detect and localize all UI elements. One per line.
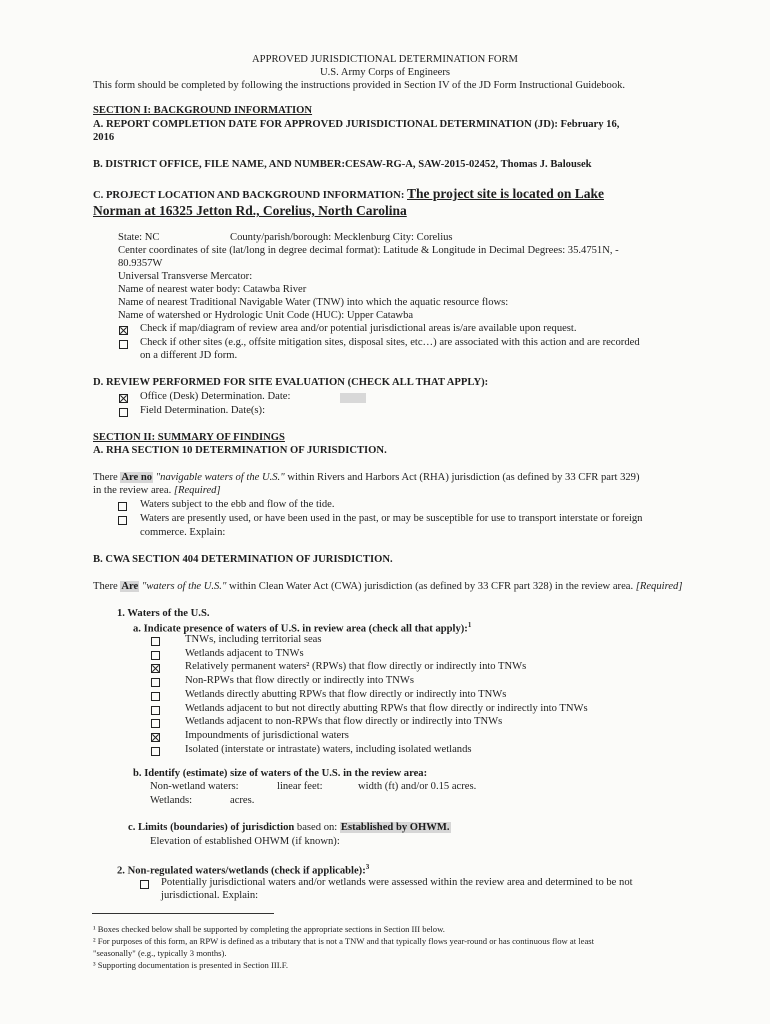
- form-title: APPROVED JURISDICTIONAL DETERMINATION FORM: [252, 54, 518, 65]
- cwa-heading: B. CWA SECTION 404 DETERMINATION OF JURISDICTION.: [93, 554, 393, 565]
- map-checkbox[interactable]: [119, 326, 128, 335]
- nonwetland-label: Non-wetland waters:: [150, 781, 239, 792]
- other-sites-label: Check if other sites (e.g., offsite mitigation sites, disposal sites, etc…) are associated with this action and are recorded: [140, 337, 640, 348]
- cwa-are-select[interactable]: Are: [121, 581, 139, 592]
- waters-checkbox[interactable]: [151, 719, 160, 728]
- footnote-1: ¹ Boxes checked below shall be supported by completing the appropriate sections in Section III below.: [93, 924, 445, 934]
- nearest-tnw: Name of nearest Traditional Navigable Water (TNW) into which the aquatic resource flows:: [118, 297, 509, 308]
- waters-checkbox-label: Relatively permanent waters² (RPWs) that flow directly or indirectly into TNWs: [185, 661, 527, 673]
- potentially-jurisdictional-label: Potentially jurisdictional waters and/or wetlands were assessed within the review area and determined to be not: [161, 877, 633, 888]
- waters-checkbox[interactable]: [151, 664, 160, 673]
- footnote-3: ³ Supporting documentation is presented in Section III.F.: [93, 960, 288, 970]
- potentially-jurisdictional-checkbox[interactable]: [140, 880, 149, 889]
- waters-checkbox[interactable]: [151, 733, 160, 742]
- center-coordinates-cont: 80.9357W: [118, 258, 163, 269]
- other-sites-checkbox[interactable]: [119, 340, 128, 349]
- section1-heading: SECTION I: BACKGROUND INFORMATION: [93, 105, 313, 116]
- rha-required: [Required]: [173, 485, 221, 496]
- map-checkbox-label: Check if map/diagram of review area and/or potential jurisdictional areas is/are available upon request.: [140, 323, 577, 334]
- waters-checkbox[interactable]: [151, 692, 160, 701]
- section2-heading: SECTION II: SUMMARY OF FINDINGS: [93, 432, 285, 443]
- state-field: State: NC: [118, 232, 160, 243]
- wetlands-label: Wetlands:: [150, 795, 193, 806]
- office-determination-checkbox[interactable]: [119, 394, 128, 403]
- non-regulated-heading: [117, 863, 369, 877]
- waters-checkbox-label: TNWs, including territorial seas: [185, 634, 322, 645]
- rha-there: There: [93, 472, 121, 483]
- project-location-value1: The project site is located on Lake: [407, 186, 604, 201]
- rha-navigable-waters: "navigable waters of the U.S.": [153, 472, 285, 483]
- footnote-2: ² For purposes of this form, an RPW is defined as a tributary that is not a TNW and that typically flows year-round or has continuous flow at least: [93, 936, 594, 946]
- cwa-required: [Required]: [635, 581, 683, 592]
- footnote-ref-3: 3: [365, 863, 370, 871]
- report-date-line1: A. REPORT COMPLETION DATE FOR APPROVED JURISDICTIONAL DETERMINATION (JD): February 16,: [93, 119, 620, 130]
- non-regulated-text: 2. Non-regulated waters/wetlands (check if applicable):: [117, 865, 366, 877]
- ebb-flow-label: Waters subject to the ebb and flow of the tide.: [140, 499, 335, 510]
- waters-checkbox[interactable]: [151, 651, 160, 660]
- limits-ohwm-select[interactable]: Established by OHWM.: [340, 822, 450, 833]
- other-sites-label-cont: on a different JD form.: [140, 350, 238, 361]
- footnote-2-cont: "seasonally" (e.g., typically 3 months).: [93, 948, 227, 958]
- waters-checkbox-label: Wetlands adjacent to non-RPWs that flow directly or indirectly into TNWs: [185, 716, 503, 728]
- limits-based-on: based on:: [294, 822, 340, 833]
- commerce-checkbox[interactable]: [118, 516, 127, 525]
- cwa-statement-rest: within Clean Water Act (CWA) jurisdiction (as defined by 33 CFR part 328) in the review area.: [226, 581, 636, 592]
- wetlands-acres-label: acres.: [230, 795, 255, 806]
- identify-size-heading: b. Identify (estimate) size of waters of the U.S. in the review area:: [133, 768, 428, 779]
- waters-checkbox-label: Impoundments of jurisdictional waters: [185, 729, 349, 741]
- office-date-field[interactable]: [340, 393, 366, 403]
- commerce-label: Waters are presently used, or have been used in the past, or may be susceptible for use to transport interstate or foreign: [140, 513, 643, 524]
- rha-statement-rest: within Rivers and Harbors Act (RHA) jurisdiction (as defined by 33 CFR part 329): [284, 472, 640, 483]
- field-determination-checkbox[interactable]: [119, 408, 128, 417]
- utm-field: Universal Transverse Mercator:: [118, 271, 253, 282]
- instructions-text: This form should be completed by following the instructions provided in Section IV of the JD Form Instructional Guidebook.: [93, 80, 626, 91]
- rha-statement: [93, 472, 640, 483]
- waters-checkbox-label: Wetlands adjacent to TNWs: [185, 647, 304, 659]
- cwa-statement: [93, 581, 682, 592]
- footnote-divider: [92, 913, 274, 914]
- waters-checkbox-label: Wetlands directly abutting RPWs that flow directly or indirectly into TNWs: [185, 688, 507, 700]
- waters-checkbox[interactable]: [151, 678, 160, 687]
- rha-review-area: in the review area.: [93, 485, 174, 496]
- agency-name: U.S. Army Corps of Engineers: [319, 67, 451, 78]
- cwa-there: There: [93, 581, 121, 592]
- footnote-ref-1: 1: [467, 621, 472, 629]
- limits-label: c. Limits (boundaries) of jurisdiction: [128, 822, 295, 833]
- waters-checkbox[interactable]: [151, 747, 160, 756]
- waters-checkbox-label: Non-RPWs that flow directly or indirectly into TNWs: [185, 675, 415, 687]
- watershed-huc: Name of watershed or Hydrologic Unit Code (HUC): Upper Catawba: [118, 310, 414, 321]
- linear-feet-label: linear feet:: [277, 781, 323, 792]
- field-determination-label: Field Determination. Date(s):: [140, 405, 266, 416]
- cwa-waters-us: "waters of the U.S.": [139, 581, 227, 592]
- waters-checkbox[interactable]: [151, 706, 160, 715]
- waters-of-us-heading: 1. Waters of the U.S.: [117, 608, 210, 619]
- rha-heading: A. RHA SECTION 10 DETERMINATION OF JURISDICTION.: [93, 445, 387, 456]
- commerce-explain: commerce. Explain:: [140, 527, 226, 538]
- project-location-line1: [93, 186, 604, 202]
- ebb-flow-checkbox[interactable]: [118, 502, 127, 511]
- review-performed-heading: D. REVIEW PERFORMED FOR SITE EVALUATION (CHECK ALL THAT APPLY):: [93, 377, 489, 388]
- width-acres-label: width (ft) and/or 0.15 acres.: [358, 781, 477, 792]
- nearest-water-body: Name of nearest water body: Catawba River: [118, 284, 307, 295]
- rha-are-no-select[interactable]: Are no: [121, 472, 153, 483]
- waters-checkbox[interactable]: [151, 637, 160, 646]
- waters-checkbox-label: Isolated (interstate or intrastate) waters, including isolated wetlands: [185, 743, 472, 755]
- potentially-jurisdictional-explain: jurisdictional. Explain:: [161, 890, 259, 901]
- limits-line: [128, 822, 451, 833]
- office-determination-label: Office (Desk) Determination. Date:: [140, 391, 291, 402]
- indicate-presence-text: a. Indicate presence of waters of U.S. in review area (check all that apply):: [133, 623, 468, 635]
- elevation-ohwm: Elevation of established OHWM (if known):: [150, 836, 340, 847]
- report-date-line2: 2016: [93, 132, 115, 143]
- district-office-line: B. DISTRICT OFFICE, FILE NAME, AND NUMBER:CESAW-RG-A, SAW-2015-02452, Thomas J. Balousek: [93, 159, 592, 170]
- center-coordinates: Center coordinates of site (lat/long in degree decimal format): Latitude & Longitude in Decimal Degrees: 35.4751N, -: [118, 245, 619, 256]
- indicate-presence-heading: [133, 621, 471, 635]
- project-location-value2: Norman at 16325 Jetton Rd., Corelius, North Carolina: [93, 203, 407, 218]
- rha-statement-cont: [93, 485, 221, 496]
- county-city-field: County/parish/borough: Mecklenburg City: Corelius: [230, 232, 453, 243]
- waters-checkbox-label: Wetlands adjacent to but not directly abutting RPWs that flow directly or indirectly into TNWs: [185, 702, 588, 714]
- project-location-label: C. PROJECT LOCATION AND BACKGROUND INFORMATION:: [93, 190, 407, 201]
